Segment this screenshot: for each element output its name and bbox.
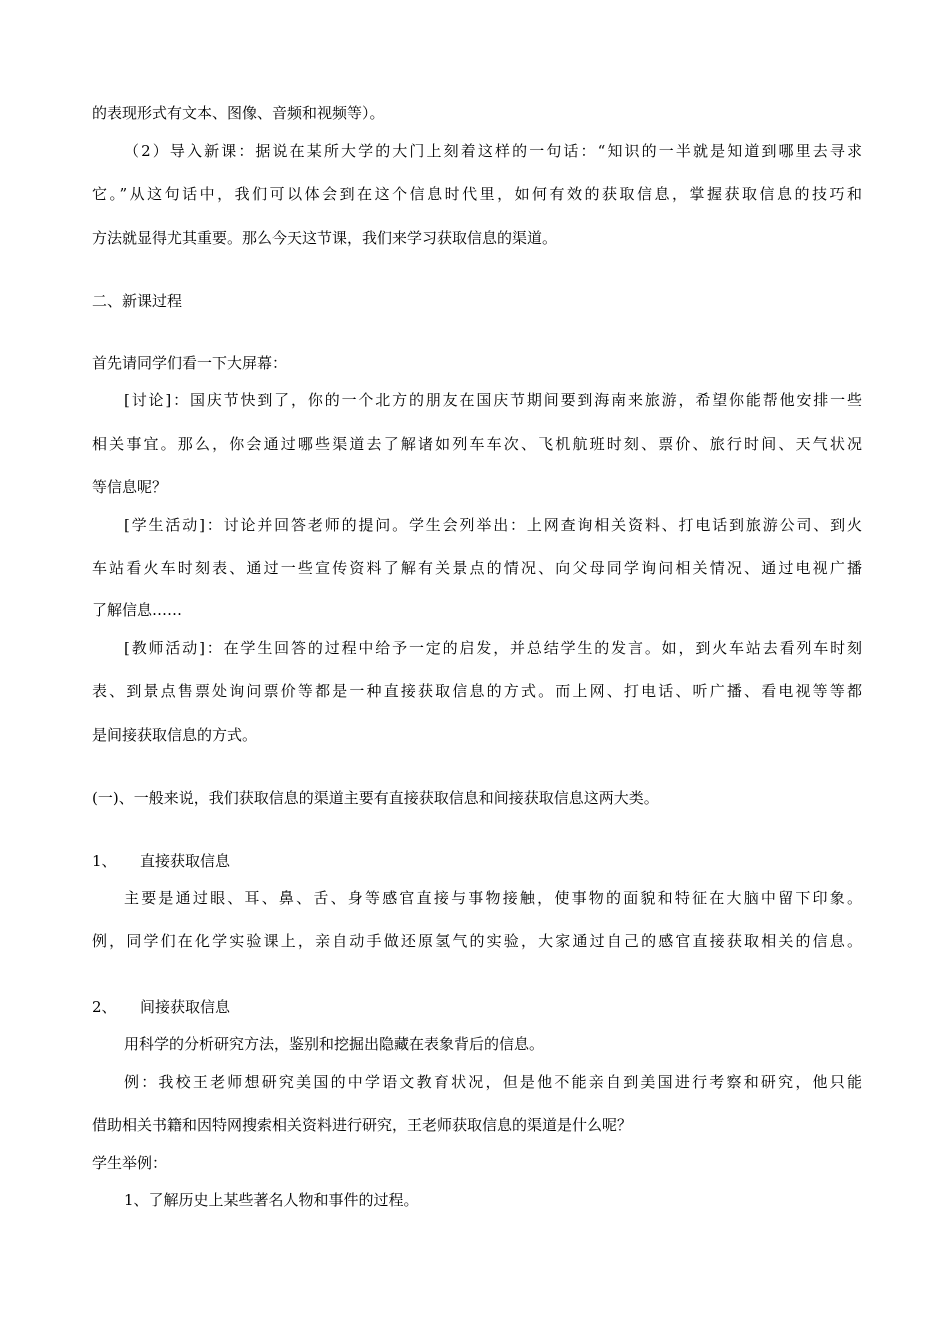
text-line: [讨论]：国庆节快到了，你的一个北方的朋友在国庆节期间要到海南来旅游，希望你能帮他安排一些 (124, 391, 862, 409)
text-line: 用科学的分析研究方法，鉴别和挖掘出隐藏在表象背后的信息。 (124, 1035, 545, 1053)
text-line: [学生活动]：讨论并回答老师的提问。学生会列举出：上网查询相关资料、打电话到旅游公司、到火 (124, 516, 862, 534)
list-number: 2、 (92, 998, 117, 1016)
text-line: 等信息呢？ (92, 478, 168, 496)
text-line: 它。”从这句话中，我们可以体会到在这个信息时代里，如何有效的获取信息，掌握获取信息的技巧和 (92, 185, 862, 203)
text-line: 首先请同学们看一下大屏幕： (92, 354, 288, 372)
text-line: 1、了解历史上某些著名人物和事件的过程。 (124, 1191, 419, 1209)
text-line: 例，同学们在化学实验课上，亲自动手做还原氢气的实验，大家通过自己的感官直接获取相关的信息。 (92, 932, 862, 950)
text-line: 是间接获取信息的方式。 (92, 726, 258, 744)
text-line: 的表现形式有文本、图像、音频和视频等）。 (92, 104, 385, 122)
list-number: 1、 (92, 852, 117, 870)
text-line: （2）导入新课：据说在某所大学的大门上刻着这样的一句话：“知识的一半就是知道到哪里去寻求 (124, 142, 862, 160)
text-line: 主要是通过眼、耳、鼻、舌、身等感官直接与事物接触，使事物的面貌和特征在大脑中留下印象。 (124, 889, 862, 907)
text-line: 相关事宜。那么，你会通过哪些渠道去了解诸如列车车次、飞机航班时刻、票价、旅行时间、天气状况 (92, 435, 862, 453)
text-line: 了解信息…… (92, 601, 183, 619)
section-heading: 二、新课过程 (92, 292, 183, 310)
text-line: 学生举例： (92, 1154, 168, 1172)
text-line: [教师活动]：在学生回答的过程中给予一定的启发，并总结学生的发言。如，到火车站去看列车时刻 (124, 639, 862, 657)
text-line: 表、到景点售票处询问票价等都是一种直接获取信息的方式。而上网、打电话、听广播、看电视等等都 (92, 682, 862, 700)
text-line: 方法就显得尤其重要。那么今天这节课，我们来学习获取信息的渠道。 (92, 229, 558, 247)
list-heading: 直接获取信息 (140, 852, 231, 870)
text-line: 车站看火车时刻表、通过一些宣传资料了解有关景点的情况、向父母同学询问相关情况、通过电视广播 (92, 559, 862, 577)
text-line: (一)、一般来说，我们获取信息的渠道主要有直接获取信息和间接获取信息这两大类。 (92, 789, 659, 807)
text-line: 例：我校王老师想研究美国的中学语文教育状况，但是他不能亲自到美国进行考察和研究，他只能 (124, 1073, 862, 1091)
list-heading: 间接获取信息 (140, 998, 231, 1016)
text-line: 借助相关书籍和因特网搜索相关资料进行研究，王老师获取信息的渠道是什么呢？ (92, 1116, 633, 1134)
